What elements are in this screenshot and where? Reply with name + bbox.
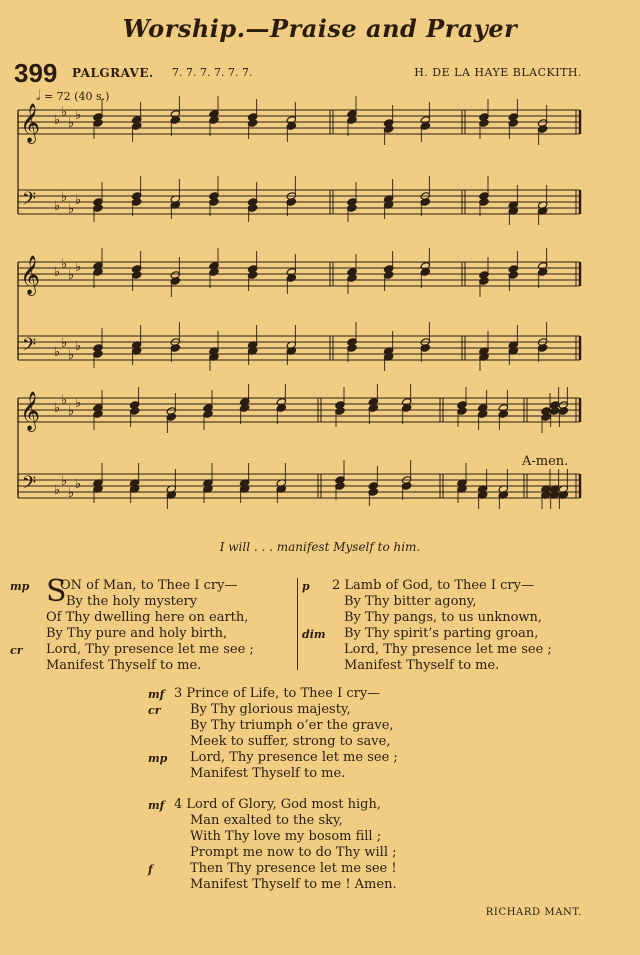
dynamic-mark: cr [10,644,23,657]
dynamic-mark: cr [148,704,161,717]
verse-line-text: Manifest Thyself to me ! Amen. [190,877,397,892]
verse-line [332,594,552,610]
verse-line-text: By the holy mystery [66,594,198,609]
composer: H. DE LA HAYE BLACKITH. [414,66,582,79]
bass-clef-icon: 𝄢 [22,335,37,360]
flat-icon: ♭ [61,105,68,120]
dynamic-mark: p [302,580,310,593]
verse-1 [10,574,254,674]
dynamic-mark: f [148,863,153,876]
verse-line-text: By Thy pure and holy birth, [46,626,228,641]
verse-line-text: Lord, Thy presence let me see ; [344,642,552,657]
verse-line [174,829,397,845]
verse-line [46,626,254,642]
verse-line-text: By Thy bitter agony, [344,594,477,609]
flat-icon: ♭ [61,474,68,489]
verse-line [332,642,552,658]
verse-line-text: With Thy love my bosom fill ; [190,829,382,844]
verse-line-text: Manifest Thyself to me. [344,658,500,673]
verse-line-text: Prompt me now to do Thy will ; [190,845,397,860]
flat-icon: ♭ [68,404,75,419]
flat-icon: ♭ [68,268,75,283]
flat-icon: ♭ [54,401,61,416]
verse-line-text: ON of Man, to Thee I cry— [60,578,238,593]
tune-name: PALGRAVE. [72,66,154,80]
flat-icon: ♭ [61,336,68,351]
verse-3 [148,686,398,782]
verse-line-text: 4 Lord of Glory, God most high, [174,797,381,812]
flat-icon: ♭ [68,116,75,131]
verse-line [302,626,552,642]
dynamic-mark: mp [148,752,168,765]
verse-line-text: 3 Prince of Life, to Thee I cry— [174,686,381,701]
verse-line [174,718,398,734]
flat-icon: ♭ [54,113,61,128]
flat-icon: ♭ [68,202,75,217]
tempo-text: = 72 (40 s.) [43,90,110,103]
verse-line [148,861,397,877]
dynamic-mark: mp [10,580,30,593]
verse-line-text: Man exalted to the sky, [190,813,343,828]
dynamic-mark: dim [302,628,326,641]
verse-line [10,642,254,658]
verse-line-text: Of Thy dwelling here on earth, [46,610,249,625]
verse-line-text: 2 Lamb of God, to Thee I cry— [332,578,534,593]
flat-icon: ♭ [54,199,61,214]
flat-icon: ♭ [61,393,68,408]
flat-icon: ♭ [68,486,75,501]
verse-line [148,750,398,766]
flat-icon: ♭ [75,260,82,275]
treble-clef-icon: 𝄞 [20,255,41,295]
verse-line [174,877,397,893]
verse-line [148,702,398,718]
column-divider [297,578,298,670]
epigraph: I will . . . manifest Myself to him. [219,540,421,554]
page-header-title: Worship.—Praise and Prayer [122,14,518,43]
treble-clef-icon: 𝄞 [20,103,41,143]
verse-line-text: Manifest Thyself to me. [190,766,346,781]
hymn-author: RICHARD MANT. [485,907,582,918]
verse-2 [302,578,552,674]
verse-line-text: By Thy triumph o’er the grave, [190,718,394,733]
bass-clef-icon: 𝄢 [22,473,37,498]
flat-icon: ♭ [75,396,82,411]
verse-line [332,658,552,674]
flat-icon: ♭ [75,477,82,492]
dynamic-mark: mf [148,688,165,701]
verse-line [174,845,397,861]
drop-cap: S [46,574,67,609]
treble-clef-icon: 𝄞 [20,391,41,431]
verse-line-text: Manifest Thyself to me. [46,658,202,673]
flat-icon: ♭ [68,348,75,363]
flat-icon: ♭ [75,108,82,123]
half-note-icon: 𝅗𝅥 [36,88,41,104]
verse-line [174,766,398,782]
flat-icon: ♭ [54,483,61,498]
verse-line [46,594,254,610]
verse-line [148,797,397,813]
verse-line-text: Lord, Thy presence let me see ; [46,642,254,657]
bass-clef-icon: 𝄢 [22,189,37,214]
meter: 7. 7. 7. 7. 7. 7. [172,66,253,79]
verse-line-text: Then Thy presence let me see ! [190,861,397,876]
flat-icon: ♭ [61,257,68,272]
dynamic-mark: mf [148,799,165,812]
flat-icon: ♭ [61,190,68,205]
verse-line [46,658,254,674]
flat-icon: ♭ [75,339,82,354]
verse-line [148,686,398,702]
verse-line [46,610,254,626]
verse-4 [148,797,397,893]
flat-icon: ♭ [54,345,61,360]
verse-line-text: By Thy glorious majesty, [190,702,351,717]
flat-icon: ♭ [54,265,61,280]
verse-line [332,610,552,626]
verse-line [174,813,397,829]
verse-line-text: By Thy spirit’s parting groan, [344,626,539,641]
hymn-number: 399 [14,58,58,88]
verse-line [302,578,552,594]
flat-icon: ♭ [75,193,82,208]
amen-label: A-men. [522,454,569,469]
verse-line-text: Meek to suffer, strong to save, [190,734,391,749]
verse-line-text: Lord, Thy presence let me see ; [190,750,398,765]
verse-line [174,734,398,750]
verse-line-text: By Thy pangs, to us unknown, [344,610,543,625]
